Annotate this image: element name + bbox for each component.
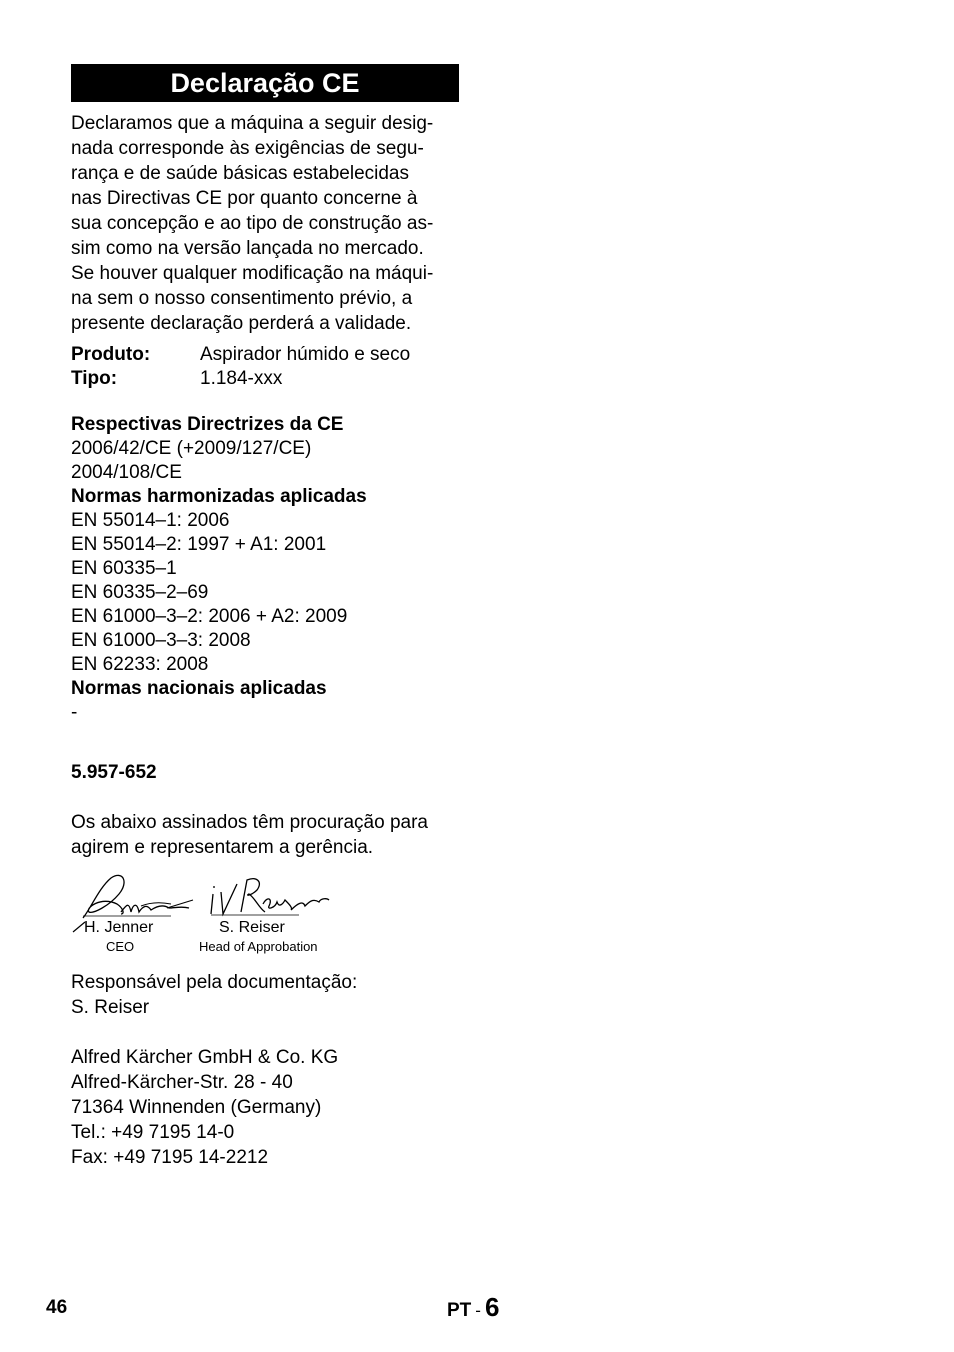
type-value: 1.184-xxx — [200, 368, 283, 389]
company-name: Alfred Kärcher GmbH & Co. KG — [71, 1047, 339, 1068]
signers-intro-line: agirem e representarem a gerência. — [71, 837, 374, 858]
intro-line: Se houver qualquer modificação na máqui- — [71, 263, 434, 284]
intro-line: nas Directivas CE por quanto concerne à — [71, 188, 418, 209]
harmonized-item: EN 61000–3–2: 2006 + A2: 2009 — [71, 606, 348, 627]
language-code: PT — [447, 1300, 472, 1321]
type-row — [71, 367, 459, 391]
signers-intro — [71, 810, 491, 860]
harmonized-item: EN 55014–1: 2006 — [71, 510, 230, 531]
signer-name-reiser: S. Reiser — [219, 919, 285, 936]
national-heading: Normas nacionais aplicadas — [71, 678, 327, 699]
company-address — [71, 1045, 491, 1170]
product-label: Produto: — [71, 344, 151, 365]
intro-line: sua concepção e ao tipo de construção as- — [71, 213, 434, 234]
product-info — [71, 343, 459, 391]
documentation-responsible — [71, 970, 491, 1020]
company-phone: Tel.: +49 7195 14-0 — [71, 1122, 235, 1143]
harmonized-item: EN 62233: 2008 — [71, 654, 209, 675]
product-row — [71, 343, 459, 367]
declaration-column — [71, 64, 459, 391]
signer-role-ceo: CEO — [106, 939, 135, 954]
national-value: - — [71, 702, 78, 723]
signers-intro-line: Os abaixo assinados têm procuração para — [71, 812, 428, 833]
harmonized-item: EN 60335–2–69 — [71, 582, 209, 603]
harmonized-item: EN 60335–1 — [71, 558, 177, 579]
document-number: 5.957-652 — [71, 762, 157, 783]
company-city: 71364 Winnenden (Germany) — [71, 1097, 322, 1118]
page-number: 46 — [46, 1297, 68, 1318]
signer-role-approbation: Head of Approbation — [199, 939, 318, 954]
doc-responsible-label: Responsável pela documentação: — [71, 972, 358, 993]
standards-section — [71, 413, 491, 725]
company-fax: Fax: +49 7195 14-2212 — [71, 1147, 269, 1168]
section-page-indicator — [447, 1292, 499, 1323]
page-title: Declaração CE — [71, 64, 459, 102]
signer-name-jenner: H. Jenner — [84, 919, 154, 936]
harmonized-item: EN 61000–3–3: 2008 — [71, 630, 251, 651]
intro-paragraph — [71, 111, 459, 336]
harmonized-item: EN 55014–2: 1997 + A1: 2001 — [71, 534, 327, 555]
intro-line: rança e de saúde básicas estabelecidas — [71, 163, 410, 184]
intro-line: sim como na versão lançada no mercado. — [71, 238, 424, 259]
intro-line: nada corresponde às exigências de segu- — [71, 138, 424, 159]
company-street: Alfred-Kärcher-Str. 28 - 40 — [71, 1072, 293, 1093]
doc-responsible-name: S. Reiser — [71, 997, 150, 1018]
signature-block — [71, 868, 371, 958]
directive-item: 2006/42/CE (+2009/127/CE) — [71, 438, 312, 459]
directive-item: 2004/108/CE — [71, 462, 182, 483]
product-value: Aspirador húmido e seco — [200, 344, 411, 365]
type-label: Tipo: — [71, 368, 118, 389]
section-page-number: 6 — [484, 1292, 500, 1322]
intro-line: presente declaração perderá a validade. — [71, 313, 412, 334]
intro-line: na sem o nosso consentimento prévio, a — [71, 288, 413, 309]
directives-heading: Respectivas Directrizes da CE — [71, 414, 344, 435]
harmonized-heading: Normas harmonizadas aplicadas — [71, 486, 367, 507]
footer-separator: - — [475, 1301, 481, 1320]
intro-line: Declaramos que a máquina a seguir desig- — [71, 113, 434, 134]
